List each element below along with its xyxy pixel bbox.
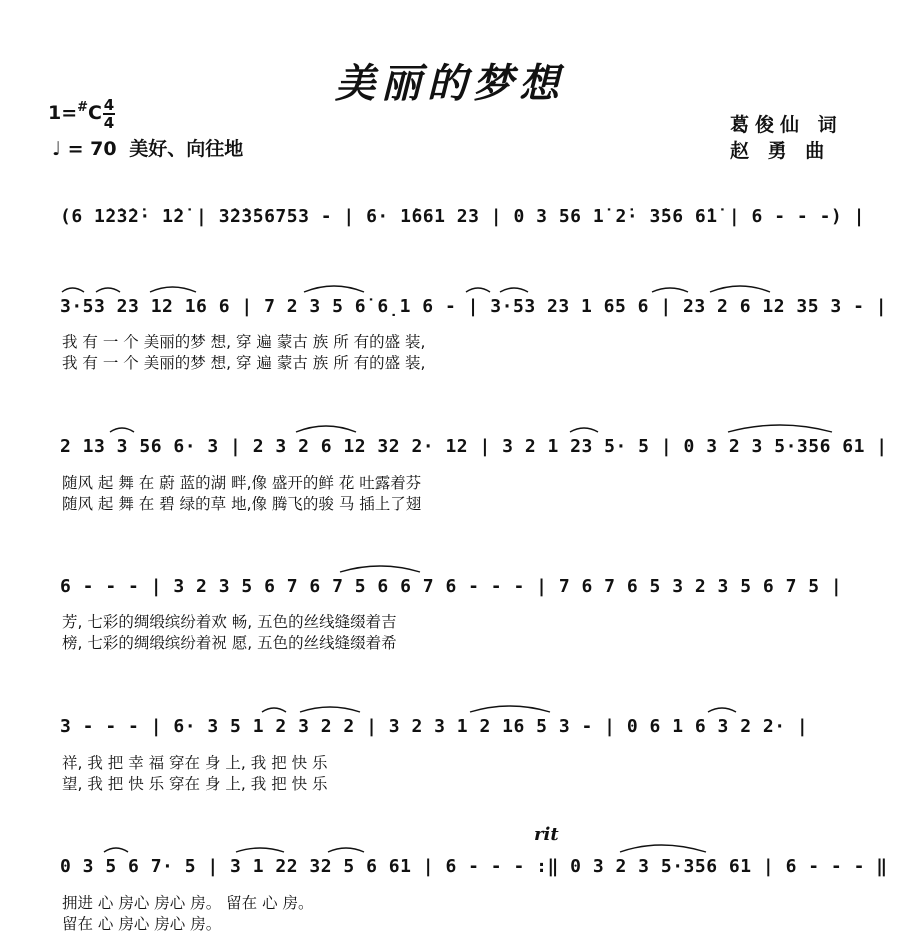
key-signature [48,100,102,124]
quarter-note-icon: ♩ [52,138,61,160]
composer-credit: 赵 勇 曲 [730,140,831,162]
key-label: 1= [48,102,78,124]
lyricist-credit: 葛俊仙 词 [730,114,843,136]
score-line-3: 2 13 3 56 6· 3 | 2 3 2 6 12 32 2· 12 | 3 2 1 23 5· 5 | 0 3 2 3 5·356 61 | [60,436,888,457]
lyric-line-6b: 留在 心 房心 房心 房。 [62,915,222,933]
song-title: 美丽的梦想 [335,60,565,107]
lyric-line-3a: 随风 起 舞 在 蔚 蓝的湖 畔,像 盛开的鲜 花 吐露着芬 [62,474,422,492]
score-line-6: 0 3 5 6 7· 5 | 3 1 22 32 5 6 61 | 6 - - - :‖ 0 3 2 3 5·356 61 | 6 - - - ‖ [60,856,888,877]
lyric-line-2b: 我 有 一 个 美丽的梦 想, 穿 遍 蒙古 族 所 有的盛 装, [62,354,426,372]
expression-text: 美好、向往地 [129,138,244,160]
ritardando-mark: rit [534,824,559,845]
score-line-5: 3 - - - | 6· 3 5 1 2 3 2 2 | 3 2 3 1 2 16 5 3 - | 0 6 1 6 3 2 2· | [60,716,809,737]
lyric-line-3b: 随风 起 舞 在 碧 绿的草 地,像 腾飞的骏 马 插上了翅 [62,495,422,513]
tempo-mark [52,134,243,161]
key-sharp: # [77,100,89,115]
score-line-2: 3·53 23 12 16 6 | 7 2 3 5 6̇ 6̣1 6 - | 3·53 23 1 65 6 | 23 2 6 12 35 3 - | [60,296,888,317]
lyric-line-4b: 榜, 七彩的绸缎缤纷着祝 愿, 五色的丝线缝缀着希 [62,634,397,652]
time-top: 4 [103,96,115,114]
lyric-line-5b: 望, 我 把 快 乐 穿在 身 上, 我 把 快 乐 [62,775,328,793]
lyric-line-4a: 芳, 七彩的绸缎缤纷着欢 畅, 五色的丝线缝缀着吉 [62,613,397,631]
lyric-line-6a: 拥进 心 房心 房心 房。 留在 心 房。 [62,894,314,912]
time-signature [103,98,115,130]
time-bottom: 4 [103,114,115,132]
tempo-value: = 70 [67,138,117,160]
lyric-line-5a: 祥, 我 把 幸 福 穿在 身 上, 我 把 快 乐 [62,754,328,772]
score-line-1: (6 1̇2̇3̇2̇· 1̇2̇ | 3̇2̇3̇56753 - | 6· 1̇661 23 | 0 3 56 1̇ 2̇· 3̇56 6̇1̇ | 6 - - -) | [60,206,865,227]
lyric-line-2a: 我 有 一 个 美丽的梦 想, 穿 遍 蒙古 族 所 有的盛 装, [62,333,426,351]
key-note: C [88,102,102,124]
score-line-4: 6 - - - | 3 2 3 5 6 7 6 7 5 6 6 7 6 - - - | 7 6 7 6 5 3 2 3 5 6 7 5 | [60,576,843,597]
